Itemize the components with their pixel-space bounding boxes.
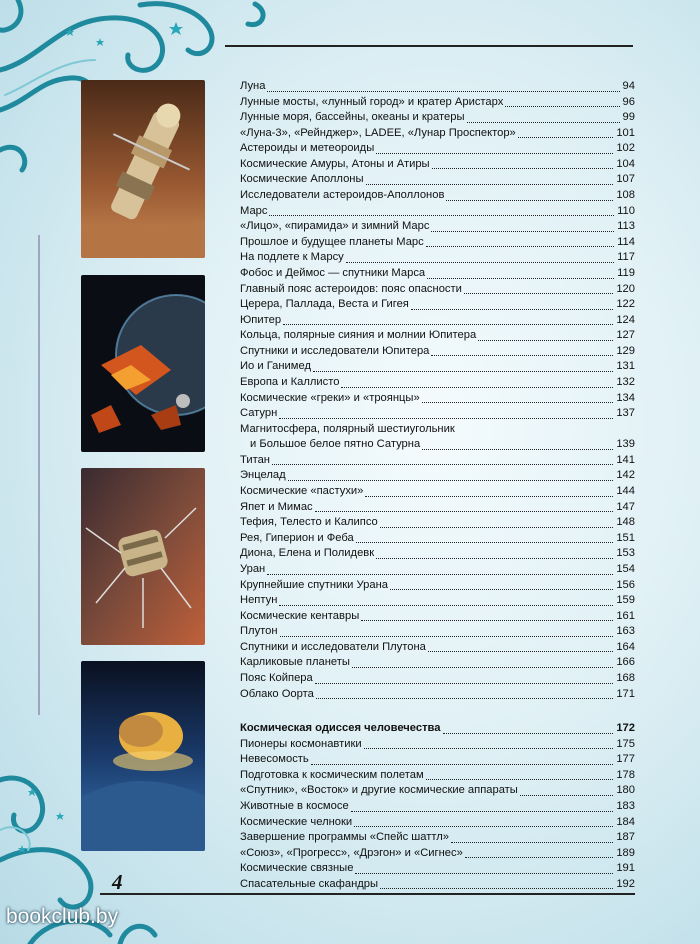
toc-entry-page: 127 <box>616 329 635 342</box>
dot-leader <box>279 605 613 606</box>
dot-leader <box>376 153 613 154</box>
toc-entry-page: 183 <box>616 800 635 813</box>
dot-leader <box>518 137 614 138</box>
dot-leader <box>280 636 614 637</box>
toc-entry-title: Нептун <box>240 594 278 607</box>
dot-leader <box>426 779 614 780</box>
toc-entry <box>240 188 635 204</box>
toc-entry-title: Юпитер <box>240 313 282 326</box>
toc-entry <box>240 783 635 799</box>
toc-entry-page: 144 <box>616 485 635 498</box>
toc-entry-page: 161 <box>616 609 635 622</box>
toc-entry <box>240 593 635 609</box>
toc-entry-page: 191 <box>616 862 635 875</box>
toc-entry-page: 164 <box>616 640 635 653</box>
toc-entry-title: Космические «пастухи» <box>240 485 364 498</box>
toc-entry <box>240 799 635 815</box>
toc-entry-title: Япет и Мимас <box>240 500 313 513</box>
dot-leader <box>269 215 614 216</box>
toc-entry <box>240 141 635 157</box>
dot-leader <box>431 355 613 356</box>
toc-entry-title: Прошлое и будущее планеты Марс <box>240 235 424 248</box>
watermark: bookclub.by <box>6 905 119 928</box>
toc-entry <box>240 846 635 862</box>
dot-leader <box>426 246 614 247</box>
toc-entry-title: Астероиды и метеороиды <box>240 142 375 155</box>
dot-leader <box>428 651 613 652</box>
toc-entry <box>240 752 635 768</box>
dot-leader <box>288 480 614 481</box>
toc-entry-page: 172 <box>616 722 635 735</box>
toc-entry <box>240 687 635 703</box>
toc-entry-page: 192 <box>616 877 635 890</box>
toc-entry-title: Ио и Ганимед <box>240 360 312 373</box>
toc-entry <box>240 250 635 266</box>
toc-entry-page: 134 <box>616 391 635 404</box>
dot-leader <box>380 888 613 889</box>
toc-entry-page: 147 <box>616 500 635 513</box>
dot-leader <box>464 293 613 294</box>
toc-entry <box>240 391 635 407</box>
dot-leader <box>267 574 613 575</box>
toc-entry-title: Исследователи астероидов-Аполлонов <box>240 189 445 202</box>
toc-entry <box>240 531 635 547</box>
toc-entry <box>240 624 635 640</box>
toc-entry-page: 94 <box>622 80 635 92</box>
toc-entry-title: «Спутник», «Восток» и другие космические аппараты <box>240 784 518 797</box>
toc-entry-page: 154 <box>616 562 635 575</box>
dot-leader <box>365 496 613 497</box>
dot-leader <box>451 842 613 843</box>
dot-leader <box>313 371 613 372</box>
toc-entry <box>240 815 635 831</box>
toc-entry <box>240 671 635 687</box>
toc-entry-title: Лунные моря, бассейны, океаны и кратеры <box>240 111 465 124</box>
toc-entry-title: Пионеры космонавтики <box>240 737 362 750</box>
toc-entry-continuation <box>240 437 635 453</box>
toc-entry <box>240 515 635 531</box>
toc-entry-title: Космическая одиссея человечества <box>240 722 441 735</box>
toc-entry <box>240 172 635 188</box>
toc-entry <box>240 768 635 784</box>
toc-entry <box>240 375 635 391</box>
toc-entry-page: 124 <box>616 313 635 326</box>
toc-entry-title: Завершение программы «Спейс шаттл» <box>240 831 449 844</box>
dot-leader <box>356 542 614 543</box>
toc-entry-page: 187 <box>616 831 635 844</box>
toc-entry-title: Подготовка к космическим полетам <box>240 768 424 781</box>
toc-entry-title: Рея, Гиперион и Феба <box>240 531 354 544</box>
toc-entry-page: 107 <box>616 173 635 186</box>
toc-entry-page: 120 <box>616 282 635 295</box>
toc-entry-title: Космические Амуры, Атоны и Атиры <box>240 157 430 170</box>
toc-entry <box>240 235 635 251</box>
toc-entry-title: Карликовые планеты <box>240 656 350 669</box>
toc-entry-page: 189 <box>616 846 635 859</box>
dot-leader <box>478 340 613 341</box>
toc-entry <box>240 126 635 142</box>
toc-entry-page: 129 <box>616 344 635 357</box>
toc-entry-title: Луна <box>240 80 266 92</box>
toc-entry-title: Космические кентавры <box>240 609 360 622</box>
dot-leader <box>422 402 614 403</box>
toc-entry-title: Магнитосфера, полярный шестиугольник <box>240 422 455 435</box>
toc-entry-title: Марс <box>240 204 268 217</box>
dot-leader <box>443 733 614 734</box>
toc-entry-title: Титан <box>240 453 270 466</box>
dot-leader <box>354 826 613 827</box>
toc-entry-page: 180 <box>616 784 635 797</box>
bottom-rule <box>100 893 635 895</box>
toc-entry-title: Пояс Койпера <box>240 671 313 684</box>
toc-entry <box>240 721 635 737</box>
toc-entry-title: Фобос и Деймос — спутники Марса <box>240 266 426 279</box>
toc-entry-title: Энцелад <box>240 469 286 482</box>
top-rule <box>225 45 633 47</box>
toc-entry-title: Европа и Каллисто <box>240 375 340 388</box>
toc-entry-page: 113 <box>617 220 635 233</box>
dot-leader <box>432 168 614 169</box>
dot-leader <box>279 418 613 419</box>
toc-entry-page: 178 <box>616 768 635 781</box>
dot-leader <box>422 449 613 450</box>
toc-entry-title: Космические Аполлоны <box>240 173 364 186</box>
toc-entry-page: 177 <box>616 753 635 766</box>
page-number: 4 <box>112 870 123 894</box>
toc-entry-page: 168 <box>616 671 635 684</box>
dot-leader <box>505 106 619 107</box>
toc-entry-page: 142 <box>616 469 635 482</box>
toc-entry-page: 117 <box>617 251 635 264</box>
toc-entry-title: Космические «греки» и «троянцы» <box>240 391 420 404</box>
dot-leader <box>364 748 614 749</box>
dot-leader <box>283 324 613 325</box>
dot-leader <box>361 620 613 621</box>
table-of-contents <box>240 79 635 892</box>
toc-entry-title: Лунные мосты, «лунный город» и кратер Аристарх <box>240 95 504 108</box>
toc-entry-title: Диона, Елена и Полидевк <box>240 547 375 560</box>
toc-entry <box>240 453 635 469</box>
toc-entry-title: Сатурн <box>240 407 278 420</box>
toc-entry-page: 159 <box>616 594 635 607</box>
toc-entry-page: 131 <box>616 360 635 373</box>
toc-entry <box>240 640 635 656</box>
spacecraft-illustration <box>81 80 205 258</box>
toc-entry <box>240 344 635 360</box>
toc-entry <box>240 157 635 173</box>
toc-entry <box>240 359 635 375</box>
dot-leader <box>352 667 613 668</box>
toc-entry-page: 148 <box>616 516 635 529</box>
dot-leader <box>390 589 613 590</box>
toc-entry <box>240 297 635 313</box>
toc-entry-title: «Луна-3», «Рейнджер», LADEE, «Лунар Проспектор» <box>240 126 516 139</box>
toc-entry-page: 108 <box>616 189 635 202</box>
toc-entry-page: 175 <box>616 737 635 750</box>
toc-entry-title: Облако Оорта <box>240 687 314 700</box>
toc-entry-page: 139 <box>616 438 635 451</box>
toc-entry-title: Крупнейшие спутники Урана <box>240 578 388 591</box>
dot-leader <box>380 527 614 528</box>
toc-entry-title: Тефия, Телесто и Калипсо <box>240 516 378 529</box>
toc-entry-page: 184 <box>616 815 635 828</box>
dot-leader <box>446 200 613 201</box>
toc-entry <box>240 468 635 484</box>
toc-entry-title: Спутники и исследователи Юпитера <box>240 344 430 357</box>
toc-entry <box>240 313 635 329</box>
toc-entry <box>240 546 635 562</box>
toc-entry-title: Церера, Паллада, Веста и Гигея <box>240 298 409 311</box>
toc-entry <box>240 830 635 846</box>
toc-entry-title: Плутон <box>240 625 278 638</box>
toc-entry-title: Спутники и исследователи Плутона <box>240 640 426 653</box>
dot-leader <box>272 464 613 465</box>
toc-entry <box>240 219 635 235</box>
planet-explosion-illustration <box>81 275 205 452</box>
dot-leader <box>376 558 613 559</box>
toc-entry <box>240 282 635 298</box>
toc-entry-page: 141 <box>616 453 635 466</box>
toc-entry <box>240 655 635 671</box>
toc-entry-page: 101 <box>616 126 635 139</box>
toc-entry-title: Уран <box>240 562 266 575</box>
toc-entry <box>240 422 635 453</box>
toc-entry-title: На подлете к Марсу <box>240 251 344 264</box>
toc-entry <box>240 406 635 422</box>
toc-entry-page: 99 <box>622 111 635 124</box>
toc-entry-page: 96 <box>622 95 635 108</box>
toc-entry <box>240 204 635 220</box>
margin-line <box>38 235 40 715</box>
toc-entry-title: Космические связные <box>240 862 354 875</box>
toc-entry-page: 156 <box>616 578 635 591</box>
dot-leader <box>467 122 620 123</box>
toc-entry-title: «Союз», «Прогресс», «Дрэгон» и «Сигнес» <box>240 846 463 859</box>
toc-entry <box>240 500 635 516</box>
toc-entry-title: Главный пояс астероидов: пояс опасности <box>240 282 462 295</box>
toc-entry-title: Спасательные скафандры <box>240 877 379 890</box>
toc-entry-title: Животные в космосе <box>240 800 349 813</box>
dot-leader <box>341 387 613 388</box>
dot-leader <box>315 683 614 684</box>
satellite-illustration <box>81 468 205 645</box>
dot-leader <box>411 309 613 310</box>
toc-entry-page: 171 <box>616 687 635 700</box>
toc-entry <box>240 328 635 344</box>
toc-entry <box>240 737 635 753</box>
toc-entry <box>240 95 635 111</box>
toc-entry-page: 114 <box>617 235 635 248</box>
toc-entry-title: «Лицо», «пирамида» и зимний Марс <box>240 220 430 233</box>
toc-entry-page: 166 <box>616 656 635 669</box>
toc-entry <box>240 861 635 877</box>
toc-entry-page: 137 <box>616 407 635 420</box>
dot-leader <box>465 857 613 858</box>
dot-leader <box>315 511 614 512</box>
dot-leader <box>355 873 613 874</box>
dot-leader <box>267 91 619 92</box>
asteroid-impact-illustration <box>81 661 205 851</box>
dot-leader <box>351 811 614 812</box>
toc-entry <box>240 562 635 578</box>
dot-leader <box>346 262 614 263</box>
toc-entry-page: 153 <box>616 547 635 560</box>
toc-entry-page: 102 <box>616 142 635 155</box>
toc-entry <box>240 266 635 282</box>
toc-entry <box>240 79 635 95</box>
toc-entry-page: 132 <box>616 375 635 388</box>
toc-entry <box>240 877 635 893</box>
toc-entry <box>240 110 635 126</box>
toc-entry <box>240 609 635 625</box>
toc-entry-page: 151 <box>616 531 635 544</box>
toc-entry-page: 122 <box>616 298 635 311</box>
toc-entry-title-line2: и Большое белое пятно Сатурна <box>250 438 421 451</box>
toc-entry-page: 163 <box>616 625 635 638</box>
dot-leader <box>520 795 613 796</box>
dot-leader <box>316 698 614 699</box>
dot-leader <box>366 184 614 185</box>
toc-entry-page: 104 <box>616 157 635 170</box>
toc-entry <box>240 578 635 594</box>
toc-entry-page: 110 <box>617 204 635 217</box>
toc-entry-page: 119 <box>617 266 635 279</box>
toc-entry-title: Космические челноки <box>240 815 353 828</box>
dot-leader <box>311 764 614 765</box>
toc-entry-title: Невесомость <box>240 753 309 766</box>
toc-entry <box>240 484 635 500</box>
dot-leader <box>427 278 614 279</box>
toc-entry-title: Кольца, полярные сияния и молнии Юпитера <box>240 329 477 342</box>
dot-leader <box>431 231 614 232</box>
